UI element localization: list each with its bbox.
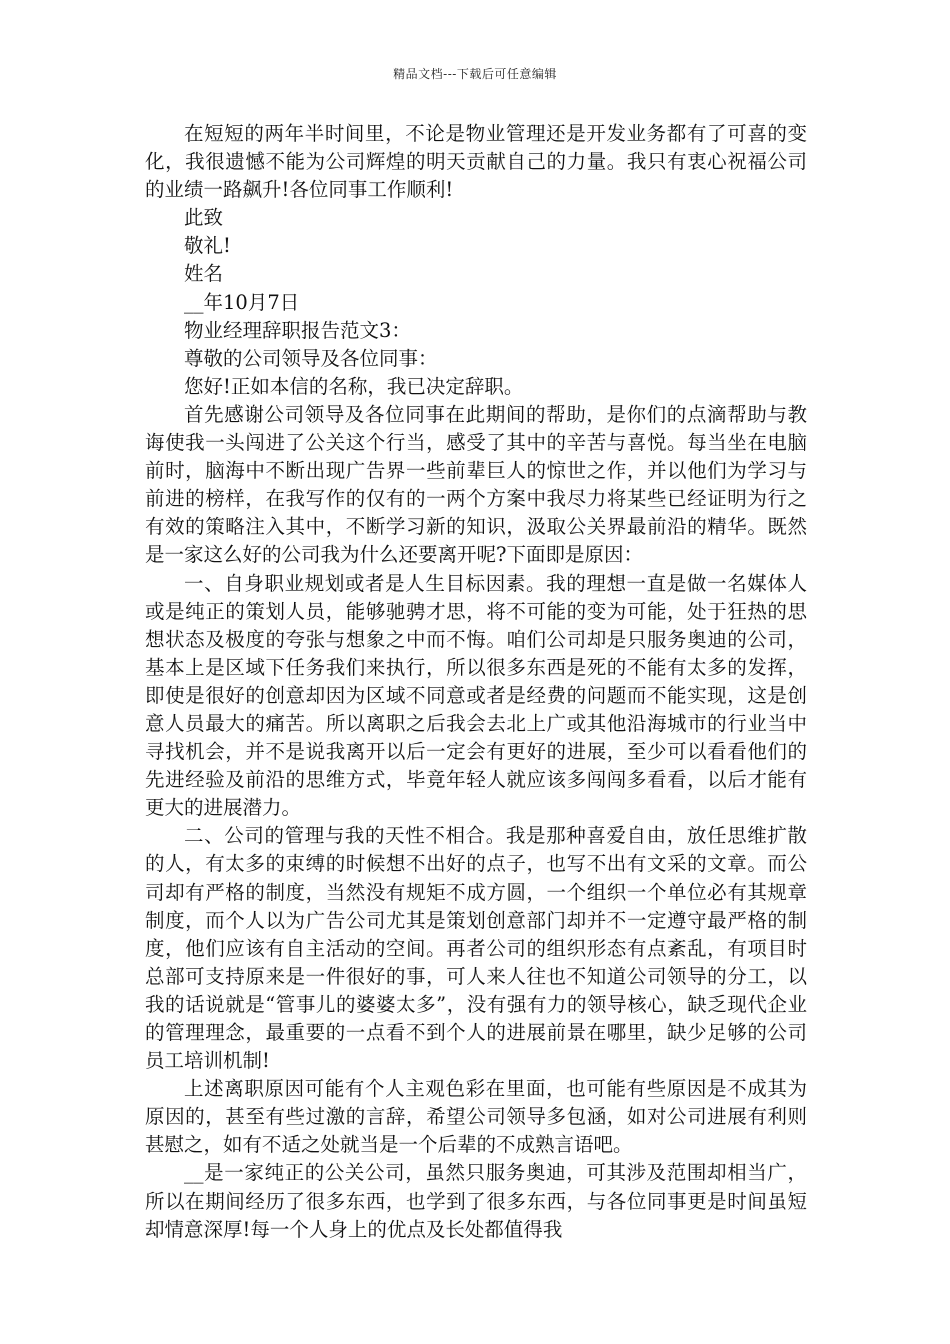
paragraph-apology: 上述离职原因可能有个人主观色彩在里面，也可能有些原因是不成其为原因的，甚至有些过激的言辞，希望公司领导多包涵，如对公司进展有利则甚慰之，如有不适之处就当是一个后辈的不成熟言语吧。 [145, 1077, 807, 1157]
paragraph-thanks: 首先感谢公司领导及各位同事在此期间的帮助，是你们的点滴帮助与教诲使我一头闯进了公关这个行当，感受了其中的辛苦与喜悦。每当坐在电脑前时，脑海中不断出现广告界一些前辈巨人的惊世之作，并以他们为学习与前进的榜样，在我写作的仅有的一两个方案中我尽力将某些已经证明为行之有效的策略注入其中，不断学习新的知识，汲取公关界最前沿的精华。既然是一家这么好的公司我为什么还要离开呢?下面即是原因： [145, 402, 807, 567]
page-header: 精品文档---下载后可任意编辑 [393, 67, 557, 81]
addressee-line: 尊敬的公司领导及各位同事： [184, 346, 438, 370]
paragraph-farewell: 在短短的两年半时间里，不论是物业管理还是开发业务都有了可喜的变化，我很遗憾不能为公司辉煌的明天贡献自己的力量。我只有衷心祝福公司的业绩一路飙升!各位同事工作顺利! [145, 122, 807, 202]
date-line: __年10月7日 [184, 290, 300, 314]
closing-line: 此致 [184, 206, 224, 230]
signature-line: 姓名 [184, 262, 224, 286]
greeting-line: 您好!正如本信的名称，我已决定辞职。 [184, 374, 524, 398]
salute-line: 敬礼! [184, 234, 231, 258]
paragraph-reason-two: 二、公司的管理与我的天性不相合。我是那种喜爱自由，放任思维扩散的人，有太多的束缚的时候想不出好的点子，也写不出有文采的文章。而公司却有严格的制度，当然没有规矩不成方圆，一个组织一个单位必有其规章制度，而个人以为广告公司尤其是策划创意部门却并不一定遵守最严格的制度，他们应该有自主活动的空间。再者公司的组织形态有点紊乱，有项目时总部可支持原来是一件很好的事，可人来人往也不知道公司领导的分工，以我的话说就是“管事儿的婆婆太多”，没有强有力的领导核心，缺乏现代企业的管理理念，最重要的一点看不到个人的进展前景在哪里，缺少足够的公司员工培训机制! [145, 824, 807, 1073]
document-body [145, 120, 807, 1244]
section-title: 物业经理辞职报告范文3： [184, 318, 411, 342]
paragraph-reason-one: 一、自身职业规划或者是人生目标因素。我的理想一直是做一名媒体人或是纯正的策划人员，能够驰骋才思，将不可能的变为可能，处于狂热的思想状态及极度的夸张与想象之中而不悔。咱们公司却是只服务奥迪的公司，基本上是区域下任务我们来执行，所以很多东西是死的不能有太多的发挥，即使是很好的创意却因为区域不同意或者是经费的问题而不能实现，这是创意人员最大的痛苦。所以离职之后我会去北上广或其他沿海城市的行业当中寻找机会，并不是说我离开以后一定会有更好的进展，至少可以看看他们的先进经验及前沿的思维方式，毕竟年轻人就应该多闯闯多看看，以后才能有更大的进展潜力。 [145, 571, 807, 820]
paragraph-company: __是一家纯正的公关公司，虽然只服务奥迪，可其涉及范围却相当广，所以在期间经历了很多东西，也学到了很多东西，与各位同事更是时间虽短却情意深厚!每一个人身上的优点及长处都值得我 [145, 1161, 807, 1241]
